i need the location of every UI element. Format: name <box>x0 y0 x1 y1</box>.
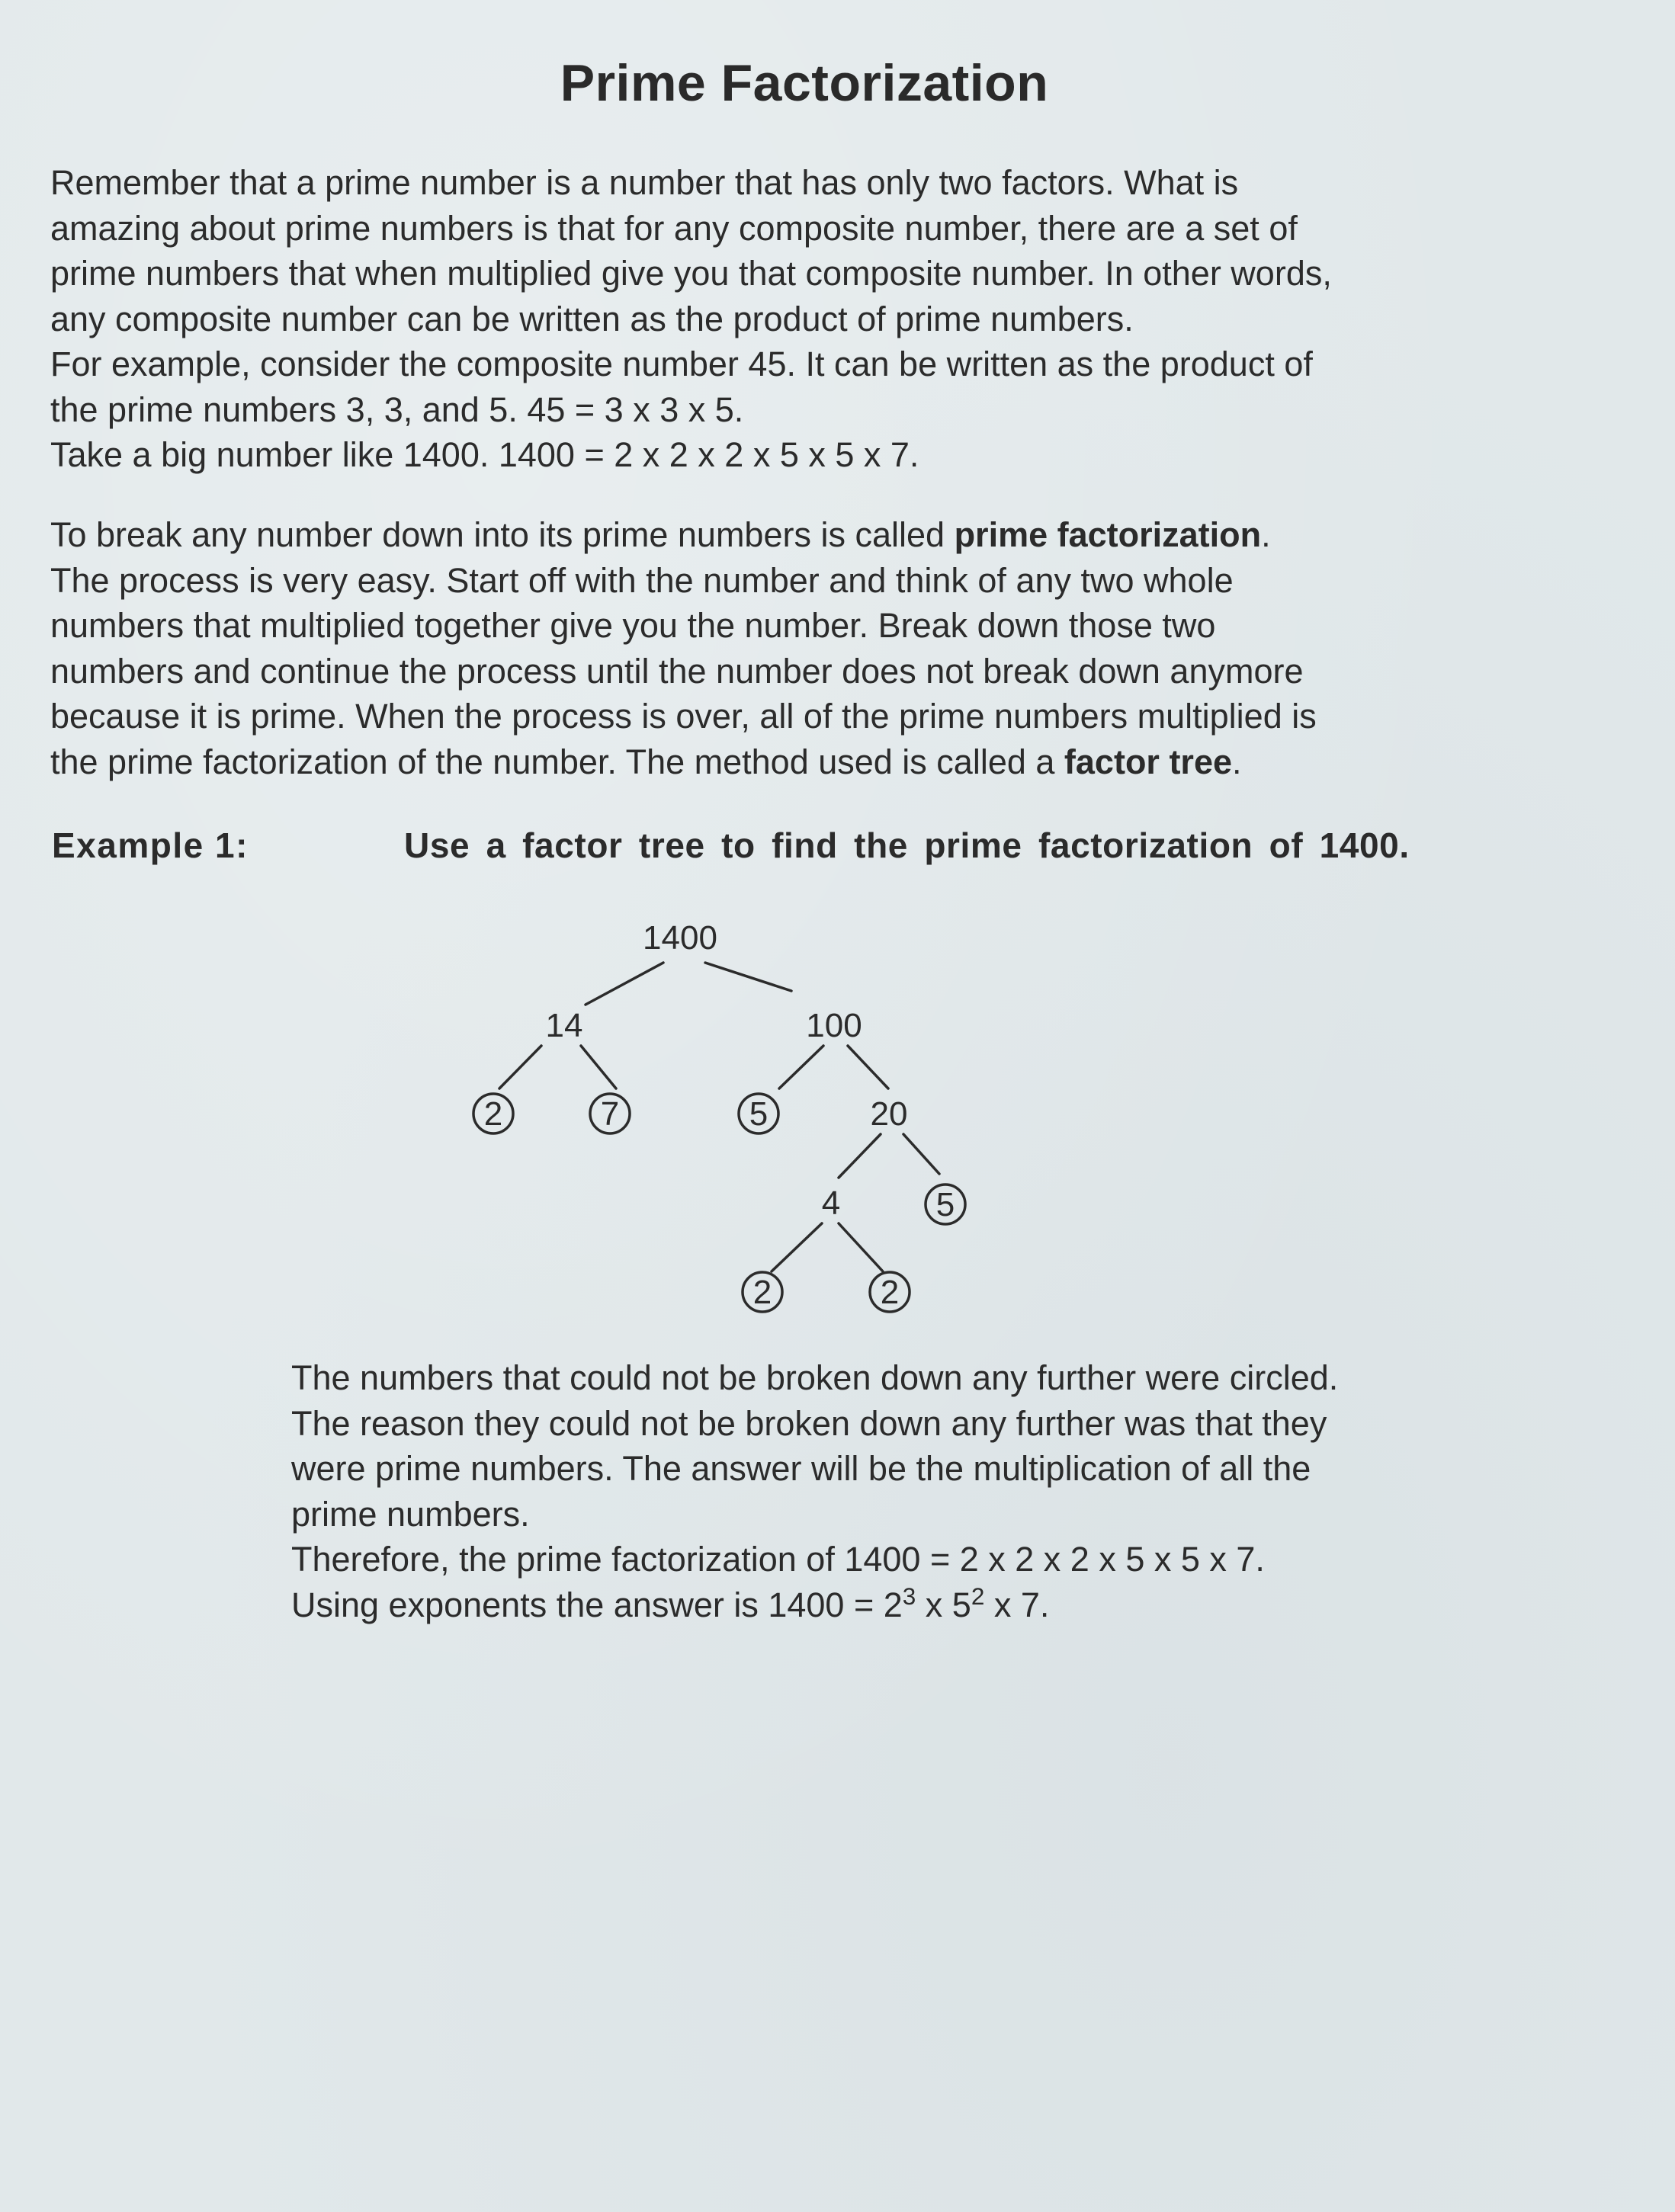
exponent: 3 <box>902 1582 916 1610</box>
page-title: Prime Factorization <box>560 54 1049 112</box>
tree-node-prime: 2 <box>752 1274 772 1311</box>
term-prime-factorization: prime factorization <box>954 515 1262 554</box>
intro-line: the prime numbers 3, 3, and 5. 45 = 3 x 3 x 5. <box>50 390 744 429</box>
tree-node-14: 14 <box>545 1007 583 1044</box>
intro-line: Take a big number like 1400. 1400 = 2 x 2 x 2 x 5 x 5 x 7. <box>50 435 919 474</box>
tree-branch <box>772 1223 822 1271</box>
tree-node-root: 1400 <box>643 919 717 957</box>
process-text: the prime factorization of the number. The method used is called a <box>50 742 1064 781</box>
tree-node-prime: 2 <box>483 1095 503 1133</box>
process-text: To break any number down into its prime numbers is called <box>50 515 955 554</box>
tree-branch <box>779 1046 823 1088</box>
tree-branch <box>581 1046 616 1088</box>
exponent: 2 <box>971 1582 985 1610</box>
process-text: . <box>1232 742 1242 781</box>
answer-text: x 7. <box>984 1585 1050 1624</box>
conclusion-line: were prime numbers. The answer will be the multiplication of all the <box>291 1449 1311 1488</box>
conclusion-line: prime numbers. <box>291 1494 530 1534</box>
conclusion-line: Therefore, the prime factorization of 1400 = 2 x 2 x 2 x 5 x 5 x 7. <box>291 1540 1265 1579</box>
tree-branch <box>903 1134 939 1174</box>
intro-line: For example, consider the composite number 45. It can be written as the product of <box>50 345 1313 383</box>
conclusion-line: The numbers that could not be broken down any further were circled. <box>291 1358 1339 1397</box>
process-line: numbers and continue the process until the number does not break down anymore <box>50 651 1304 691</box>
example-label: Example 1: <box>52 825 249 865</box>
answer-text: Using exponents the answer is 1400 = 2 <box>291 1585 903 1624</box>
tree-branch <box>586 963 663 1005</box>
intro-line: prime numbers that when multiplied give you that composite number. In other words, <box>50 254 1332 293</box>
tree-branch <box>839 1134 881 1178</box>
tree-node-prime: 2 <box>880 1274 900 1311</box>
intro-line: any composite number can be written as the product of prime numbers. <box>50 299 1134 338</box>
tree-node-100: 100 <box>806 1007 862 1044</box>
tree-branch <box>839 1223 883 1271</box>
process-line: The process is very easy. Start off with the number and think of any two whole <box>50 560 1234 600</box>
tree-branch <box>848 1046 888 1088</box>
process-line: numbers that multiplied together give you the number. Break down those two <box>50 606 1216 645</box>
process-text: . <box>1261 515 1271 554</box>
process-line: because it is prime. When the process is over, all of the prime numbers multiplied is <box>50 697 1317 736</box>
answer-text: x 5 <box>916 1585 971 1624</box>
tree-node-4: 4 <box>821 1185 841 1222</box>
intro-line: amazing about prime numbers is that for any composite number, there are a set of <box>50 208 1298 248</box>
conclusion-paragraph <box>291 1355 1603 1627</box>
example-question: Use a factor tree to find the prime factorization of 1400. <box>404 825 1410 865</box>
tree-node-20: 20 <box>870 1095 908 1133</box>
tree-node-prime: 5 <box>749 1095 769 1133</box>
conclusion-line: The reason they could not be broken down any further was that they <box>291 1403 1327 1443</box>
term-factor-tree: factor tree <box>1064 742 1232 781</box>
tree-branch <box>705 963 791 991</box>
tree-node-prime: 5 <box>935 1186 955 1223</box>
intro-line: Remember that a prime number is a number that has only two factors. What is <box>50 163 1239 202</box>
tree-node-prime: 7 <box>600 1095 620 1133</box>
tree-branch <box>499 1046 541 1088</box>
exponent-answer-line <box>291 1582 1603 1628</box>
